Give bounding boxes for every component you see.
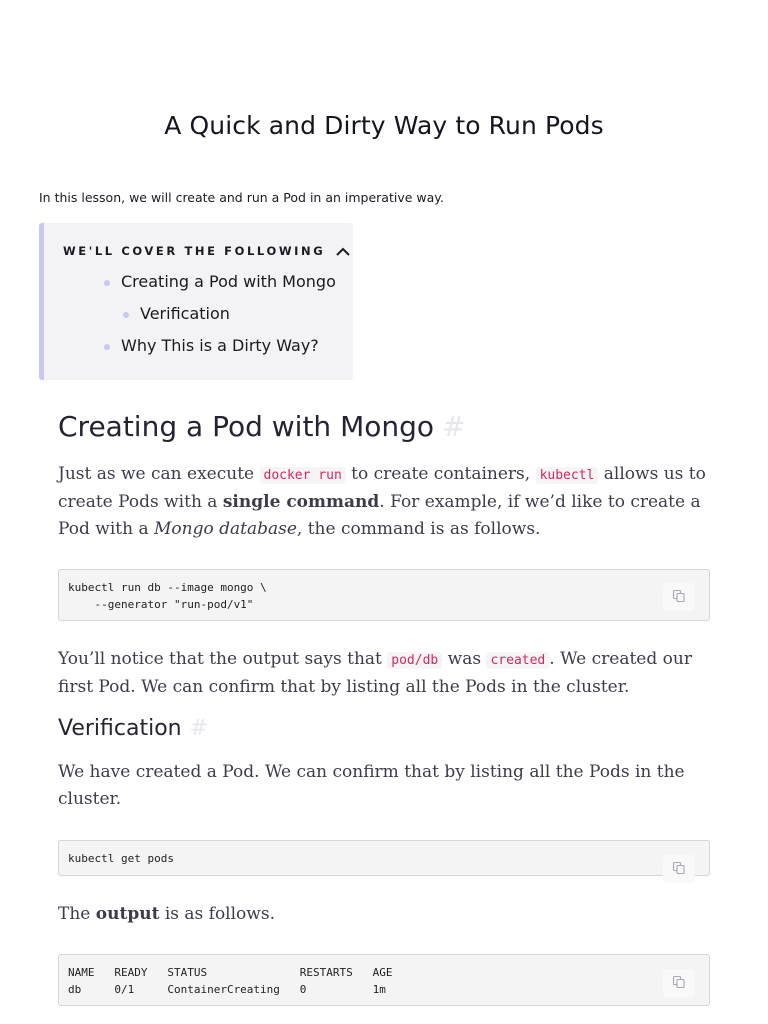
copy-icon xyxy=(672,588,686,607)
chevron-up-icon[interactable] xyxy=(335,245,351,257)
heading-anchor-link[interactable]: # xyxy=(442,410,466,443)
toc-item-label: Verification xyxy=(140,304,230,323)
code-block-output xyxy=(58,954,710,1006)
inline-code-docker-run: docker run xyxy=(260,467,346,484)
bold-text: single command xyxy=(222,492,380,512)
text: Just as we can execute xyxy=(58,464,260,484)
code-content[interactable]: NAME READY STATUS RESTARTS AGE db 0/1 ContainerCreating 0 1m xyxy=(68,966,393,996)
section-heading-text: Creating a Pod with Mongo xyxy=(58,410,435,443)
paragraph-verification: We have created a Pod. We can confirm that by listing all the Pods in the cluster. xyxy=(58,762,685,809)
section-heading-text: Verification xyxy=(58,716,182,741)
toc-item-label: Creating a Pod with Mongo xyxy=(121,272,336,291)
bullet-icon xyxy=(104,280,110,286)
toc-heading: WE'LL COVER THE FOLLOWING xyxy=(63,244,326,258)
italic-text: Mongo database xyxy=(153,519,297,539)
code-block-get-pods xyxy=(58,840,710,876)
bold-text: output xyxy=(95,904,160,924)
inline-code-kubectl: kubectl xyxy=(536,467,599,484)
bullet-icon xyxy=(123,312,129,318)
text: to create containers, xyxy=(345,464,536,484)
copy-button[interactable] xyxy=(663,855,695,883)
toc-item-creating-pod[interactable] xyxy=(121,272,336,291)
code-content[interactable]: kubectl run db --image mongo \ --generator "run-pod/v1" xyxy=(68,581,267,611)
heading-anchor-link[interactable]: # xyxy=(189,716,209,741)
code-block-kubectl-run xyxy=(58,569,710,621)
copy-button[interactable] xyxy=(663,583,695,611)
text: allows us to create Pods with a xyxy=(58,464,706,512)
toc-item-label: Why This is a Dirty Way? xyxy=(121,336,319,355)
toc-item-why-dirty[interactable] xyxy=(121,336,319,355)
section-heading-creating-pod xyxy=(58,410,465,443)
section-heading-verification xyxy=(58,716,208,741)
paragraph-output-intro xyxy=(58,901,718,928)
paragraph-create-pod xyxy=(58,461,718,543)
bullet-icon xyxy=(104,344,110,350)
copy-icon xyxy=(672,860,686,879)
text: is as follows. xyxy=(159,904,275,924)
text: The xyxy=(58,904,96,924)
paragraph-output-note xyxy=(58,646,718,701)
lesson-intro: In this lesson, we will create and run a Pod in an imperative way. xyxy=(39,190,444,205)
copy-button[interactable] xyxy=(663,969,695,997)
toc-item-verification[interactable] xyxy=(140,304,230,323)
copy-icon xyxy=(672,974,686,993)
page-title: A Quick and Dirty Way to Run Pods xyxy=(164,111,604,140)
inline-code-created: created xyxy=(486,652,549,669)
code-content[interactable]: kubectl get pods xyxy=(68,852,174,865)
text: . For example, if we’d like to create a Pod with a xyxy=(58,492,701,539)
text: You’ll notice that the output says that xyxy=(58,649,388,669)
toc-header xyxy=(63,244,351,258)
text: was xyxy=(442,649,487,669)
text: , the command is as follows. xyxy=(296,519,541,539)
text: . We created our first Pod. We can confirm that by listing all the Pods in the cluster. xyxy=(58,649,692,697)
table-of-contents xyxy=(39,223,353,380)
inline-code-pod-db: pod/db xyxy=(387,652,442,669)
